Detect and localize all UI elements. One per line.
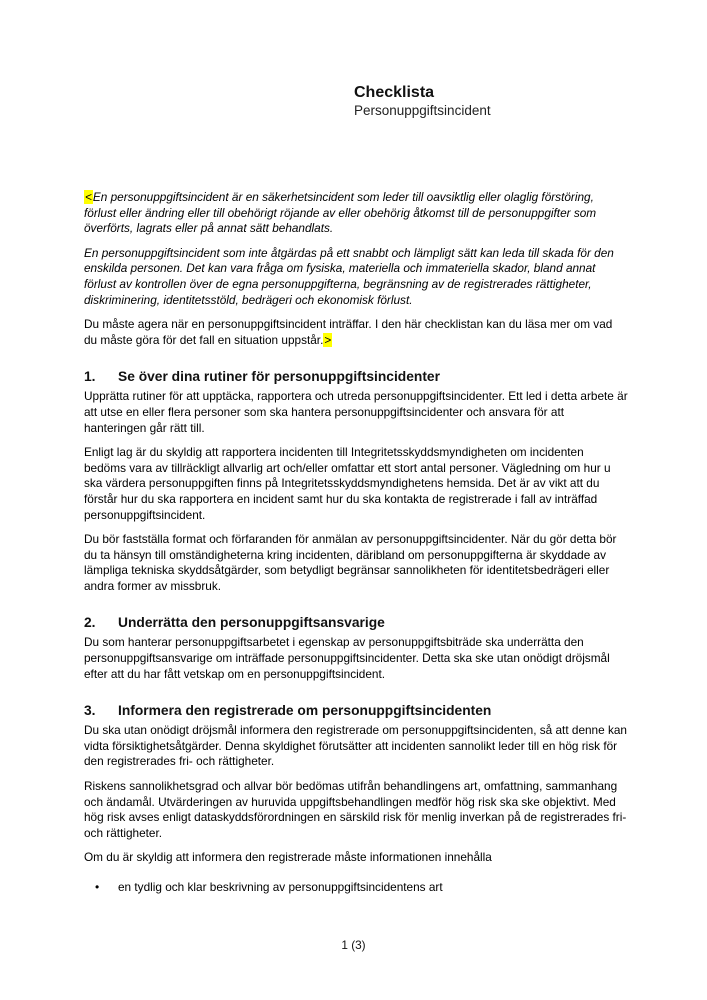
highlight-close-marker: > bbox=[324, 332, 332, 347]
section-3-bullet-list bbox=[84, 880, 628, 896]
section-3-paragraph-2: Riskens sannolikhetsgrad och allvar bör bedömas utifrån behandlingens art, omfattning, sammanhang och ändamål. Utvärderingen av huruvida uppgiftsbehandlingen medför hög risk ska ske objektivt. Med hög risk avses enligt dataskyddsförordningen en särskild risk för menlig inverkan på de registrerades fri- och rättigheter. bbox=[84, 779, 627, 840]
section-1-number: 1. bbox=[84, 369, 96, 385]
section-1-paragraph-1: Upprätta rutiner för att upptäcka, rapportera och utreda personuppgiftsincidenter. Ett led i detta arbete är att utse en eller flera personer som ska hantera personuppgiftsincidenter och ansvara för att hanteringen går rätt till. bbox=[84, 389, 628, 435]
section-2-heading bbox=[84, 614, 628, 631]
section-2 bbox=[84, 614, 628, 682]
page-number: 1 (3) bbox=[341, 938, 366, 952]
section-1-paragraph-2: Enligt lag är du skyldig att rapportera incidenten till Integritetsskyddsmyndigheten om incidenten bedöms vara av tillräckligt allvarlig art och/eller omfattar ett stort antal personer. Vägledning om hur u ska värdera personuppgiften finns på Integritetsskyddsmyndighetens hemsida. Det är av vikt att du förstår hur du ska rapportera en incident samt hur du ska kontakta de registrerade i fall av inträffad personuppgiftsincident. bbox=[84, 445, 611, 522]
section-3-heading bbox=[84, 702, 628, 719]
section-3 bbox=[84, 702, 628, 895]
section-1 bbox=[84, 368, 628, 594]
document-title: Checklista bbox=[354, 84, 435, 101]
section-2-number: 2. bbox=[84, 615, 96, 631]
section-1-title: Se över dina rutiner för personuppgiftsincidenter bbox=[118, 369, 440, 385]
intro-paragraph-1-text: En personuppgiftsincident är en säkerhetsincident som leder till oavsiktlig eller olaglig förstöring, förlust eller ändring eller till obehörigt röjande av eller obehörig åtkomst till de personuppgifter som överförts, lagrats eller på annat sätt behandlats. bbox=[84, 190, 597, 236]
section-3-title: Informera den registrerade om personuppgiftsincidenten bbox=[118, 703, 492, 719]
intro-paragraph-1 bbox=[84, 190, 628, 237]
highlight-open-marker: < bbox=[85, 190, 92, 204]
section-3-paragraph-1: Du ska utan onödigt dröjsmål informera den registrerade om personuppgiftsincidenten, så att denne kan vidta försiktighetsåtgärder. Denna skyldighet förutsätter att incidenten sannolikt leder till en hög risk för den registrerades fri- och rättigheter. bbox=[84, 723, 627, 769]
intro-paragraph-3 bbox=[84, 317, 628, 348]
section-2-paragraph-1: Du som hanterar personuppgiftsarbetet i egenskap av personuppgiftsbiträde ska underrätta den personuppgiftsansvarige om inträffade personuppgiftsincidenter. Detta ska ske utan onödigt dröjsmål efter att du har fått vetskap om en personuppgiftsincident. bbox=[84, 635, 610, 681]
section-2-title: Underrätta den personuppgiftsansvarige bbox=[118, 615, 385, 631]
intro-paragraph-3-text: Du måste agera när en personuppgiftsincident inträffar. I den här checklistan kan du läsa mer om vad du måste göra för det fall en situation uppstår. bbox=[84, 317, 613, 347]
section-3-paragraph-3: Om du är skyldig att informera den registrerade måste informationen innehålla bbox=[84, 850, 492, 865]
document-header bbox=[354, 83, 654, 119]
document-body bbox=[84, 190, 628, 905]
section-3-number: 3. bbox=[84, 703, 96, 719]
intro-paragraph-2: En personuppgiftsincident som inte åtgärdas på ett snabbt och lämpligt sätt kan leda till skada för den enskilda personen. Det kan vara fråga om fysiska, materiella och immateriella skador, bland annat förlust av kontrollen över de egna personuppgifterna, begränsning av de registrerades rättigheter, diskriminering, identitetsstöld, bedrägeri och ekonomisk förlust. bbox=[84, 245, 614, 307]
document-subtitle: Personuppgiftsincident bbox=[354, 103, 491, 118]
section-1-heading bbox=[84, 368, 628, 385]
section-1-paragraph-3: Du bör fastställa format och förfaranden för anmälan av personuppgiftsincidenter. När du gör detta bör du ta hänsyn till omständigheterna kring incidenten, däribland om personuppgifterna är skyddade av lämpliga tekniska skyddsåtgärder, som betydligt begränsar sannolikheten för identitetsbedrägeri eller andra former av missbruk. bbox=[84, 532, 617, 593]
list-item: • en tydlig och klar beskrivning av personuppgiftsincidentens art bbox=[84, 880, 628, 896]
